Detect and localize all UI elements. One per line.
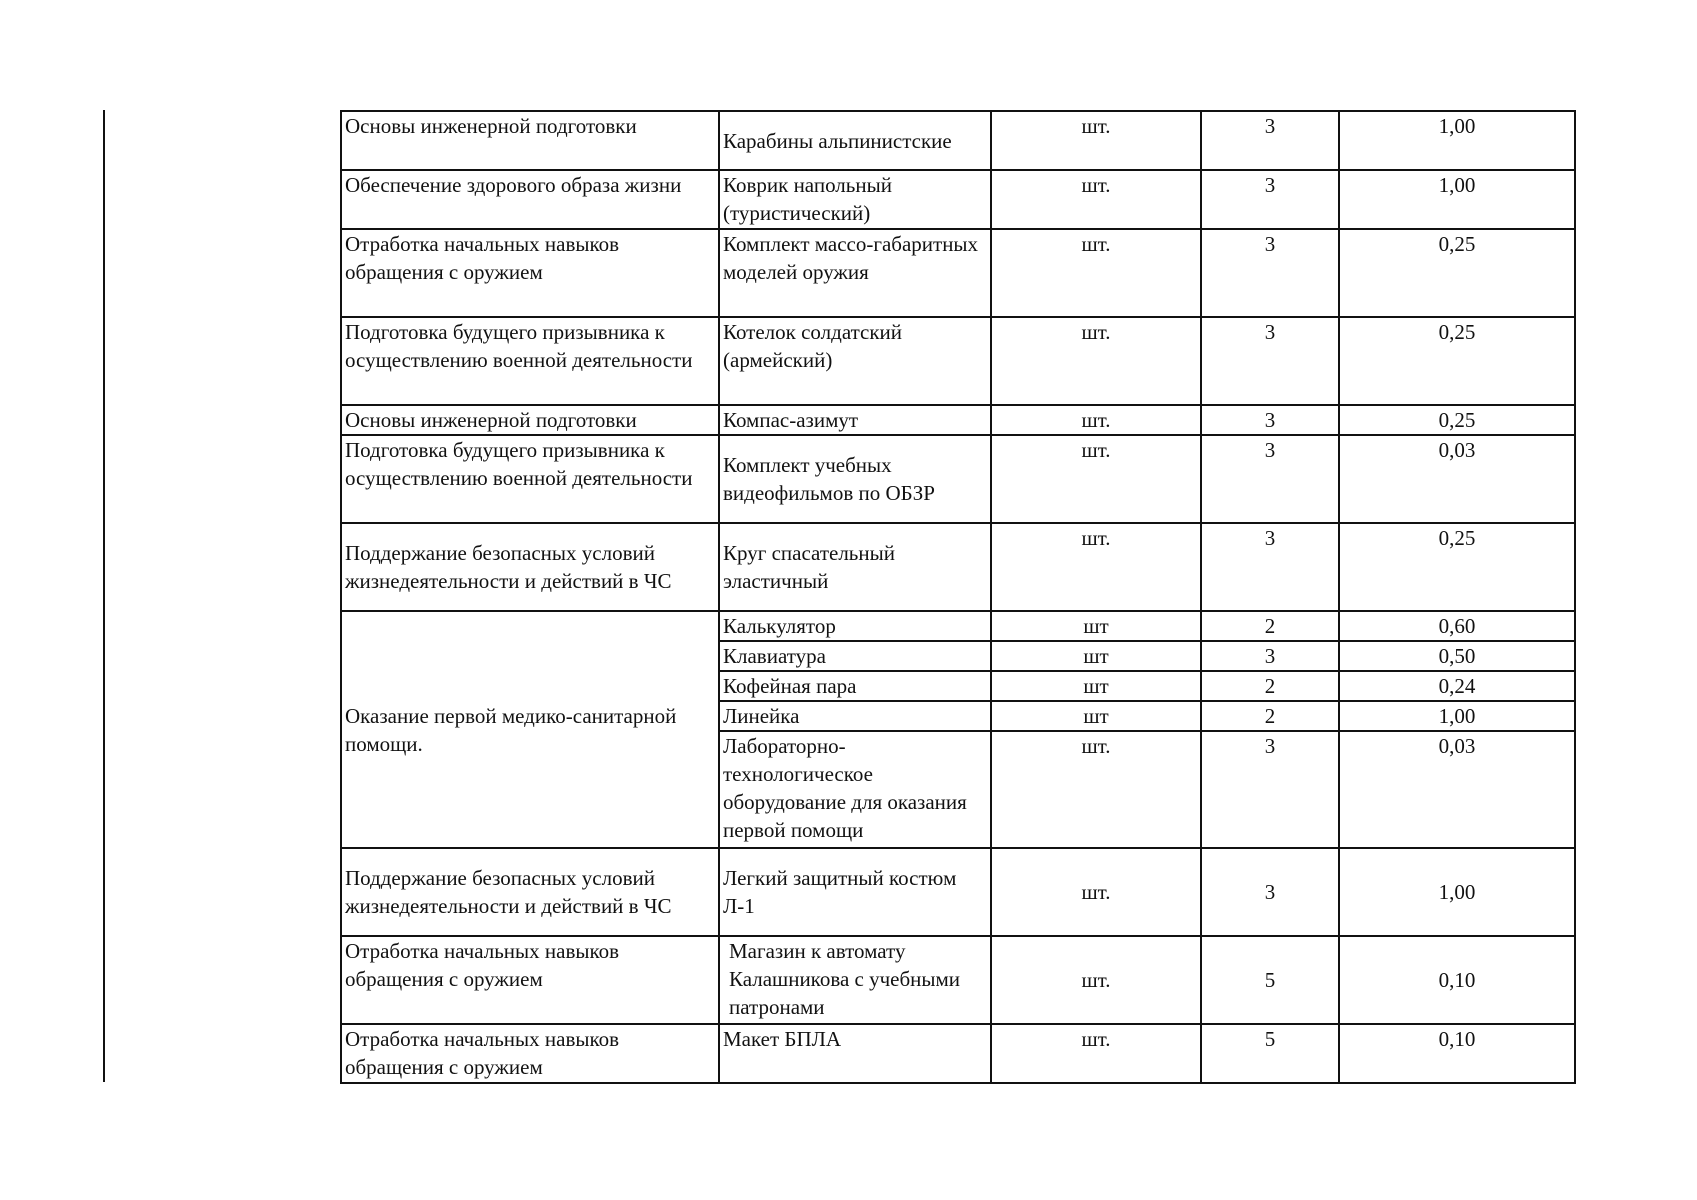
qty-cell: 3 — [1201, 641, 1339, 671]
item-cell: Комплект массо-габаритных моделей оружия — [719, 229, 991, 317]
item-cell: Клавиатура — [719, 641, 991, 671]
coef-cell: 1,00 — [1339, 111, 1575, 170]
unit-cell: шт. — [991, 111, 1201, 170]
coef-cell: 0,50 — [1339, 641, 1575, 671]
unit-cell: шт. — [991, 405, 1201, 435]
table-row — [341, 229, 1575, 317]
qty-cell: 3 — [1201, 523, 1339, 611]
item-cell: Комплект учебных видеофильмов по ОБЗР — [719, 435, 991, 523]
coef-cell: 0,25 — [1339, 317, 1575, 405]
qty-cell: 2 — [1201, 671, 1339, 701]
section-cell: Поддержание безопасных условий жизнедеятельности и действий в ЧС — [341, 523, 719, 611]
coef-cell: 1,00 — [1339, 170, 1575, 229]
item-cell: Лабораторно-технологическое оборудование для оказания первой помощи — [719, 731, 991, 848]
table-row — [341, 405, 1575, 435]
table-row — [341, 111, 1575, 170]
margin-rule — [103, 110, 105, 1082]
qty-cell: 2 — [1201, 611, 1339, 641]
unit-cell: шт — [991, 701, 1201, 731]
item-cell: Круг спасательный эластичный — [719, 523, 991, 611]
item-cell: Котелок солдатский (армейский) — [719, 317, 991, 405]
unit-cell: шт. — [991, 229, 1201, 317]
item-cell: Карабины альпинистские — [719, 111, 991, 170]
qty-cell: 3 — [1201, 229, 1339, 317]
section-cell: Поддержание безопасных условий жизнедеятельности и действий в ЧС — [341, 848, 719, 936]
unit-cell: шт. — [991, 848, 1201, 936]
table-row — [341, 848, 1575, 936]
qty-cell: 3 — [1201, 317, 1339, 405]
qty-cell: 3 — [1201, 848, 1339, 936]
coef-cell: 0,25 — [1339, 405, 1575, 435]
section-cell: Отработка начальных навыков обращения с оружием — [341, 936, 719, 1024]
section-cell: Отработка начальных навыков обращения с оружием — [341, 229, 719, 317]
unit-cell: шт. — [991, 523, 1201, 611]
section-cell: Обеспечение здорового образа жизни — [341, 170, 719, 229]
item-cell: Линейка — [719, 701, 991, 731]
table-row — [341, 936, 1575, 1024]
qty-cell: 3 — [1201, 731, 1339, 848]
table-row — [341, 170, 1575, 229]
unit-cell: шт. — [991, 731, 1201, 848]
section-cell: Основы инженерной подготовки — [341, 405, 719, 435]
coef-cell: 1,00 — [1339, 701, 1575, 731]
item-cell: Коврик напольный (туристический) — [719, 170, 991, 229]
unit-cell: шт — [991, 671, 1201, 701]
section-cell: Основы инженерной подготовки — [341, 111, 719, 170]
coef-cell: 0,03 — [1339, 731, 1575, 848]
unit-cell: шт — [991, 641, 1201, 671]
equipment-table — [340, 110, 1576, 1084]
unit-cell: шт. — [991, 317, 1201, 405]
table-row — [341, 523, 1575, 611]
coef-cell: 0,25 — [1339, 523, 1575, 611]
coef-cell: 1,00 — [1339, 848, 1575, 936]
table-row — [341, 435, 1575, 523]
section-cell: Подготовка будущего призывника к осуществлению военной деятельности — [341, 435, 719, 523]
unit-cell: шт. — [991, 170, 1201, 229]
coef-cell: 0,03 — [1339, 435, 1575, 523]
table-row — [341, 611, 1575, 641]
table-row — [341, 1024, 1575, 1083]
item-cell: Калькулятор — [719, 611, 991, 641]
qty-cell: 3 — [1201, 111, 1339, 170]
item-cell: Кофейная пара — [719, 671, 991, 701]
qty-cell: 3 — [1201, 435, 1339, 523]
table-row — [341, 317, 1575, 405]
unit-cell: шт — [991, 611, 1201, 641]
coef-cell: 0,25 — [1339, 229, 1575, 317]
item-cell: Макет БПЛА — [719, 1024, 991, 1083]
coef-cell: 0,24 — [1339, 671, 1575, 701]
qty-cell: 5 — [1201, 1024, 1339, 1083]
item-cell: Легкий защитный костюм Л-1 — [719, 848, 991, 936]
coef-cell: 0,60 — [1339, 611, 1575, 641]
unit-cell: шт. — [991, 1024, 1201, 1083]
qty-cell: 3 — [1201, 170, 1339, 229]
unit-cell: шт. — [991, 435, 1201, 523]
item-cell: Магазин к автомату Калашникова с учебными патронами — [719, 936, 991, 1024]
qty-cell: 5 — [1201, 936, 1339, 1024]
unit-cell: шт. — [991, 936, 1201, 1024]
section-cell: Подготовка будущего призывника к осуществлению военной деятельности — [341, 317, 719, 405]
section-cell: Оказание первой медико-санитарной помощи. — [341, 611, 719, 848]
coef-cell: 0,10 — [1339, 936, 1575, 1024]
qty-cell: 2 — [1201, 701, 1339, 731]
item-cell: Компас-азимут — [719, 405, 991, 435]
section-cell: Отработка начальных навыков обращения с оружием — [341, 1024, 719, 1083]
qty-cell: 3 — [1201, 405, 1339, 435]
coef-cell: 0,10 — [1339, 1024, 1575, 1083]
